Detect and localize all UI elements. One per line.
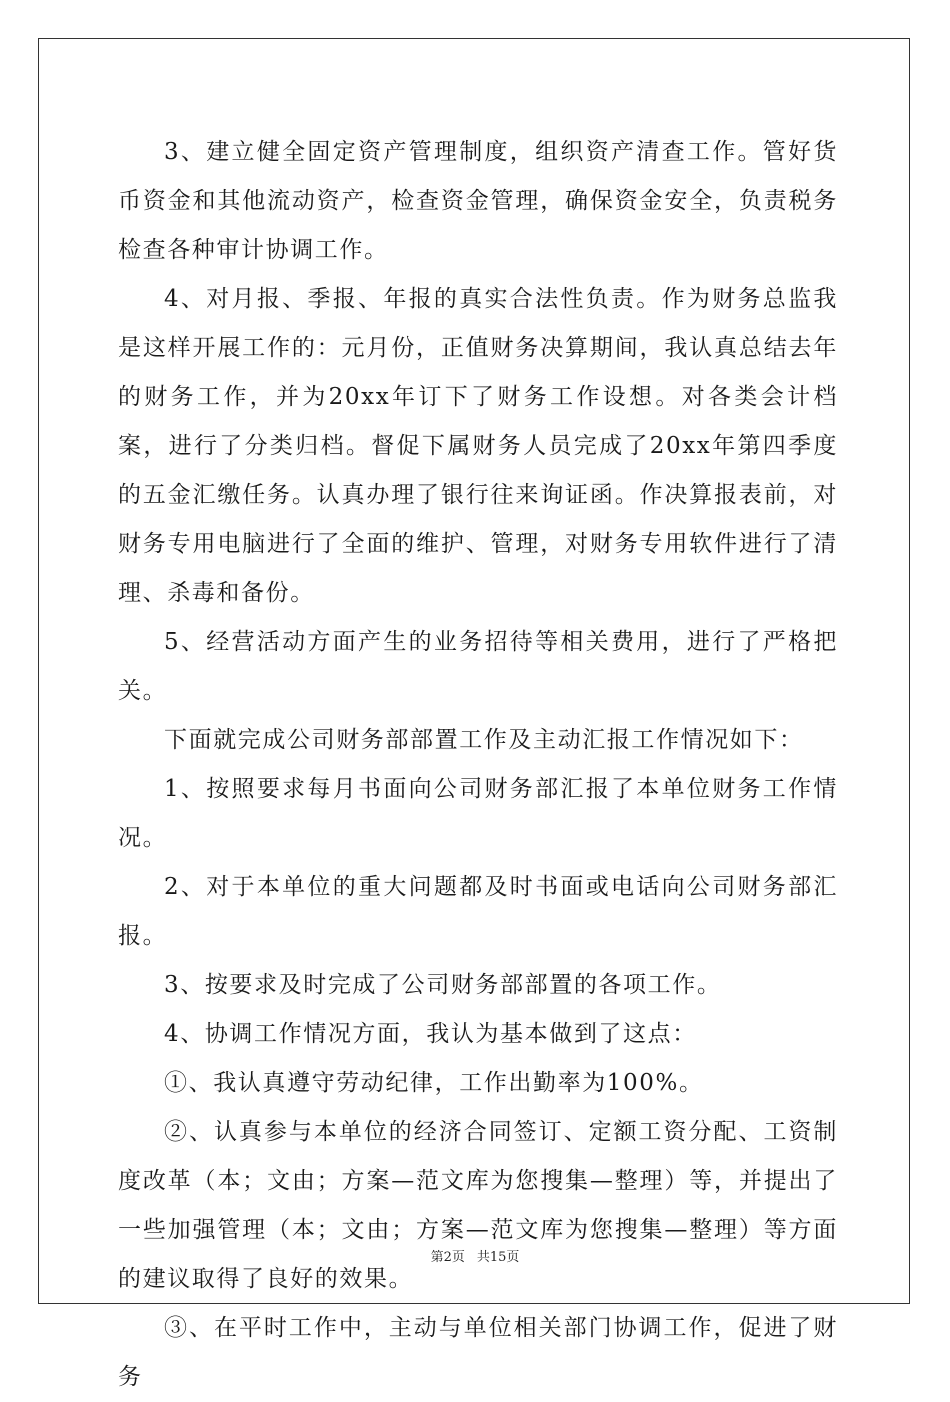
paragraph: 5、经营活动方面产生的业务招待等相关费用，进行了严格把关。 bbox=[118, 629, 838, 704]
paragraph: ①、我认真遵守劳动纪律，工作出勤率为100%。 bbox=[164, 1070, 704, 1096]
paragraph: ③、在平时工作中，主动与单位相关部门协调工作，促进了财务 bbox=[118, 1315, 838, 1390]
page-number: 第2页 bbox=[430, 1250, 465, 1265]
paragraph: 3、建立健全固定资产管理制度，组织资产清查工作。管好货币资金和其他流动资产，检查资金管理，确保资金安全，负责税务检查各种审计协调工作。 bbox=[118, 139, 838, 263]
paragraph: ②、认真参与本单位的经济合同签订、定额工资分配、工资制度改革（本；文由；方案—范文库为您搜集—整理）等，并提出了一些加强管理（本；文由；方案—范文库为您搜集—整理）等方面的建议取得了良好的效果。 bbox=[118, 1119, 838, 1292]
paragraph: 下面就完成公司财务部部置工作及主动汇报工作情况如下： bbox=[164, 727, 804, 753]
page-footer bbox=[0, 1246, 950, 1265]
page-total: 共15页 bbox=[476, 1250, 520, 1265]
paragraph: 3、按要求及时完成了公司财务部部置的各项工作。 bbox=[164, 972, 722, 998]
paragraph: 4、协调工作情况方面，我认为基本做到了这点： bbox=[164, 1021, 697, 1047]
paragraph: 4、对月报、季报、年报的真实合法性负责。作为财务总监我是这样开展工作的：元月份，正值财务决算期间，我认真总结去年的财务工作，并为20xx年订下了财务工作设想。对各类会计档案，进行了分类归档。督促下属财务人员完成了20xx年第四季度的五金汇缴任务。认真办理了银行往来询证函。作决算报表前，对财务专用电脑进行了全面的维护、管理，对财务专用软件进行了清理、杀毒和备份。 bbox=[118, 286, 838, 606]
paragraph: 2、对于本单位的重大问题都及时书面或电话向公司财务部汇报。 bbox=[118, 874, 838, 949]
document-body bbox=[118, 128, 838, 1402]
paragraph: 1、按照要求每月书面向公司财务部汇报了本单位财务工作情况。 bbox=[118, 776, 838, 851]
